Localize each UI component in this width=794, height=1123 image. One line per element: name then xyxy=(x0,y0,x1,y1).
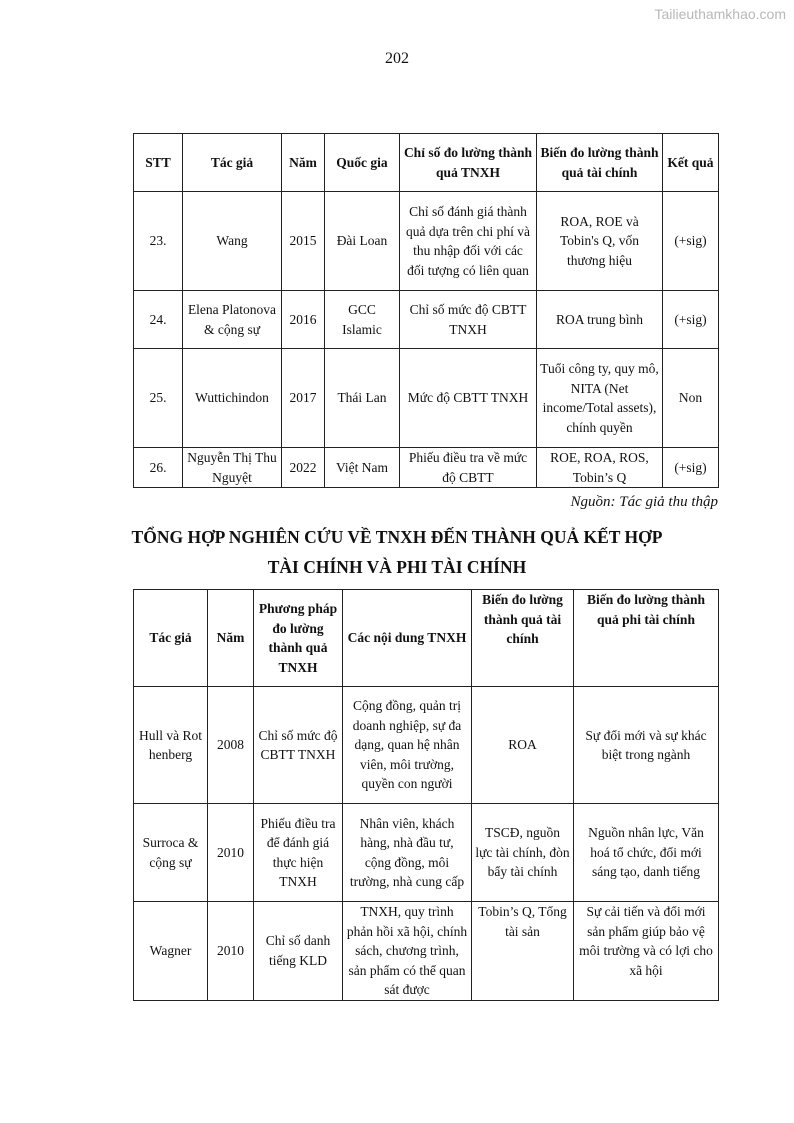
table-cell: Nguyễn Thị Thu Nguyệt xyxy=(183,448,282,488)
column-header: Tác giả xyxy=(134,590,208,687)
table-cell: 2017 xyxy=(282,349,325,448)
table-cell: Wang xyxy=(183,192,282,291)
table-cell: ROA, ROE và Tobin's Q, vốn thương hiệu xyxy=(537,192,663,291)
table-cell: 24. xyxy=(134,291,183,349)
table-cell: TSCĐ, nguồn lực tài chính, đòn bẩy tài chính xyxy=(472,804,574,902)
table-cell: Wuttichindon xyxy=(183,349,282,448)
column-header: Các nội dung TNXH xyxy=(343,590,472,687)
table-cell: 26. xyxy=(134,448,183,488)
table-row xyxy=(134,804,719,902)
table-cell: 2015 xyxy=(282,192,325,291)
table-cell: Đài Loan xyxy=(325,192,400,291)
table-cell: Surroca & cộng sự xyxy=(134,804,208,902)
table-cell: (+sig) xyxy=(663,448,719,488)
table-cell: Tuổi công ty, quy mô, NITA (Net income/Total assets), chính quyền xyxy=(537,349,663,448)
table-row xyxy=(134,349,719,448)
page-number: 202 xyxy=(385,50,409,67)
section-title-line: TÀI CHÍNH VÀ PHI TÀI CHÍNH xyxy=(267,557,527,577)
table-cell: 2022 xyxy=(282,448,325,488)
table-cell: ROA trung bình xyxy=(537,291,663,349)
table-cell: 25. xyxy=(134,349,183,448)
table-cell: 2010 xyxy=(208,804,254,902)
table-cell: Elena Platonova & cộng sự xyxy=(183,291,282,349)
table-cell: GCC Islamic xyxy=(325,291,400,349)
table-cell: 2016 xyxy=(282,291,325,349)
column-header: Năm xyxy=(282,134,325,192)
table-cell: Chỉ số mức độ CBTT TNXH xyxy=(254,687,343,804)
table-cell: ROA xyxy=(472,687,574,804)
table-cell: (+sig) xyxy=(663,192,719,291)
section-title-line: TỔNG HỢP NGHIÊN CỨU VỀ TNXH ĐẾN THÀNH QUẢ KẾT HỢP xyxy=(131,527,663,547)
table-cell: Cộng đồng, quản trị doanh nghiệp, sự đa dạng, quan hệ nhân viên, môi trường, quyền con người xyxy=(343,687,472,804)
table-cell: Tobin’s Q, Tổng tài sản xyxy=(472,902,574,1001)
table-header-row xyxy=(134,590,719,687)
column-header: STT xyxy=(134,134,183,192)
table-cell: Mức độ CBTT TNXH xyxy=(400,349,537,448)
table-row xyxy=(134,448,719,488)
table-cell: Chỉ số đánh giá thành quả dựa trên chi phí và thu nhập đối với các đối tượng có liên quan xyxy=(400,192,537,291)
table-cell: 2008 xyxy=(208,687,254,804)
source-note: Nguồn: Tác giả thu thập xyxy=(570,494,718,510)
column-header: Kết quả xyxy=(663,134,719,192)
table-cell: 23. xyxy=(134,192,183,291)
table-cell: Non xyxy=(663,349,719,448)
table-cell: Việt Nam xyxy=(325,448,400,488)
section-title xyxy=(0,522,794,582)
table-cell: Wagner xyxy=(134,902,208,1001)
table-row xyxy=(134,687,719,804)
column-header: Năm xyxy=(208,590,254,687)
column-header: Biến đo lường thành quả tài chính xyxy=(472,590,574,687)
table-cell: Nguồn nhân lực, Văn hoá tổ chức, đổi mới sáng tạo, danh tiếng xyxy=(574,804,719,902)
column-header: Biến đo lường thành quả tài chính xyxy=(537,134,663,192)
column-header: Tác giả xyxy=(183,134,282,192)
table-header-row xyxy=(134,134,719,192)
table-cell: Thái Lan xyxy=(325,349,400,448)
table-row xyxy=(134,291,719,349)
column-header: Biến đo lường thành quả phi tài chính xyxy=(574,590,719,687)
table-tnxh-financial xyxy=(133,133,719,488)
table-cell: ROE, ROA, ROS, Tobin’s Q xyxy=(537,448,663,488)
table-cell: Hull và Rothenberg xyxy=(134,687,208,804)
watermark: Tailieuthamkhao.com xyxy=(654,6,786,22)
table-row xyxy=(134,902,719,1001)
table-cell: Chỉ số danh tiếng KLD xyxy=(254,902,343,1001)
table-cell: Nhân viên, khách hàng, nhà đầu tư, cộng đồng, môi trường, nhà cung cấp xyxy=(343,804,472,902)
table-cell: Sự cải tiến và đổi mới sản phẩm giúp bảo vệ môi trường và có lợi cho xã hội xyxy=(574,902,719,1001)
table-tnxh-combined xyxy=(133,589,719,1001)
table-cell: Phiếu điều tra để đánh giá thực hiện TNXH xyxy=(254,804,343,902)
table-cell: TNXH, quy trình phản hồi xã hội, chính sách, chương trình, sản phẩm có thể quan sát được xyxy=(343,902,472,1001)
table-cell: Chỉ số mức độ CBTT TNXH xyxy=(400,291,537,349)
table-cell: Phiếu điều tra về mức độ CBTT xyxy=(400,448,537,488)
column-header: Phương pháp đo lường thành quả TNXH xyxy=(254,590,343,687)
table-cell: Sự đổi mới và sự khác biệt trong ngành xyxy=(574,687,719,804)
table-row xyxy=(134,192,719,291)
table-cell: 2010 xyxy=(208,902,254,1001)
table-cell: (+sig) xyxy=(663,291,719,349)
column-header: Chỉ số đo lường thành quả TNXH xyxy=(400,134,537,192)
column-header: Quốc gia xyxy=(325,134,400,192)
